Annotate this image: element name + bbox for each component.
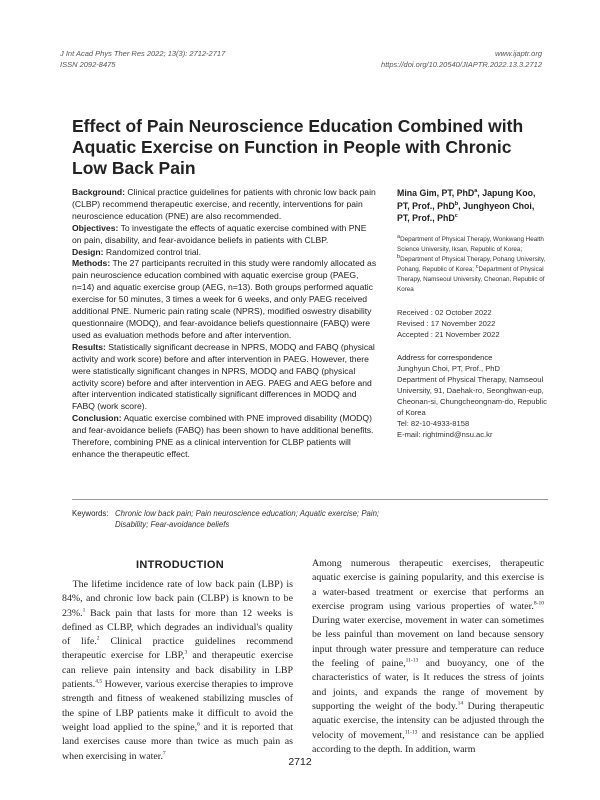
conclusion-text: Aquatic exercise combined with PNE improved disability (MODQ) and fear-avoidance beliefs (FABQ) has been shown to have additional benefits. Therefore, combining PNE as a clinical intervention for CLBP patients will enhance the therapeutic effect.	[72, 413, 374, 459]
author-1-affil: a	[474, 188, 478, 195]
citation: 14	[457, 700, 464, 707]
citation: 11-13	[404, 729, 418, 736]
abstract-methods	[72, 258, 377, 341]
abstract	[72, 187, 377, 461]
affil-c-sup: c	[475, 263, 479, 270]
conclusion-label: Conclusion:	[72, 413, 122, 424]
affiliations	[397, 235, 547, 295]
intro-text: and resistance can be applied according to the depth. In addition, warm	[312, 729, 544, 755]
author-list: Mina Gim, PT, PhD$^a$, Japung Koo, PT, Prof., PhD$^b$, Junghyeon Choi, PT, Prof., PhD$^c$	[397, 188, 536, 223]
intro-right-column	[312, 557, 544, 757]
correspondence-address: Department of Physical Therapy, Namseoul University, 91, Daehak-ro, Seonghwan-eup, Cheonan-si, Chungcheongnam-do, Republic of Korea	[397, 374, 547, 417]
design-label: Design:	[72, 246, 104, 257]
author-2: Japung Koo, PT, Prof., PhD	[397, 188, 536, 211]
intro-text: During therapeutic aquatic exercise, the intensity can be adjusted through the velocity of movement,	[312, 700, 544, 741]
article-doi[interactable]: https://doi.org/10.20540/JIAPTR.2022.13.3.2712	[381, 60, 542, 69]
journal-header-right	[381, 48, 542, 70]
correspondence-heading: Address for correspondence	[397, 352, 493, 362]
intro-text: The lifetime incidence rate of low back pain (LBP) is 84%, and chronic low back pain (CLBP) is known to be 23%.	[62, 579, 293, 619]
correspondence-tel: Tel: 82-10-4933-8158	[397, 418, 470, 428]
intro-text: Clinical practice guidelines recommend therapeutic exercise for LBP,	[62, 636, 293, 662]
journal-issn: ISSN 2092-8475	[60, 60, 116, 69]
abstract-objectives	[72, 223, 377, 247]
intro-text: and it is reported that land exercises cause more than twice as much pain as when exercising in water.	[62, 721, 293, 762]
affil-b-sup: b	[397, 253, 401, 260]
intro-text: Among numerous therapeutic exercises, therapeutic aquatic exercise is gaining popularity, and this exercise is a water-based treatment or exercise that performs an exercise program using various properties of water.	[312, 558, 544, 612]
citation: 6	[197, 721, 200, 728]
objectives-text: To investigate the effects of aquatic exercise combined with PNE on pain, disability, and fear-avoidance beliefs in patients with CLBP.	[72, 222, 367, 245]
citation: 1	[82, 607, 86, 614]
journal-citation: J Int Acad Phys Ther Res 2022; 13(3): 2712-2717	[60, 49, 226, 58]
author-sidebar	[397, 187, 547, 440]
page-number: 2712	[288, 756, 312, 768]
citation: 8-10	[533, 600, 544, 607]
author-2-affil: b	[454, 200, 459, 207]
citation: 7	[162, 750, 166, 757]
intro-text: During water exercise, movement in water can sometimes be less painful than movement on land because sensory input through water pressure and temperature can reduce the feeling of paine,	[312, 615, 544, 670]
article-dates	[397, 307, 547, 340]
background-text: Clinical practice guidelines for patients with chronic low back pain (CLBP) recommend therapeutic exercise, and recently, interventions for pain neuroscience education (PNE) are also recommended.	[72, 187, 376, 221]
revised-date: Revised : 17 November 2022	[397, 318, 496, 328]
affiliation-a: Department of Physical Therapy, Wonkwang Health Science University, Iksan, Republic of Korea;	[397, 235, 544, 253]
methods-text: The 27 participants recruited in this study were randomly allocated as pain neuroscience education combined with aquatic exercise group (PAEG, n=14) and aquatic exercise group (AEG, n=13). Both groups performed aquatic exercise for 50 minutes, 3 times a week for 6 weeks, and only PAEG received additional PNE. Numeric pain rating scale (NPRS), modified oswestry disability questionnaire (MODQ), and fear-avoidance beliefs questionnaire (FABQ) were used as evaluation methods before and after intervention.	[72, 258, 377, 340]
abstract-background	[72, 187, 377, 223]
results-text: Statistically significant decrease in NPRS, MODQ and FABQ (physical activity and work score) before and after intervention in PAEG. However, there were statistically significant changes in NPRS, MODQ and FABQ (physical activity score) before and after intervention in AEG. PAEG and AEG before and after intervention indicated statistically significant differences in MODQ and FABQ (work score).	[72, 341, 375, 412]
intro-text: and buoyancy, one of the characteristics of water, is It reduces the stress of joints and joints, and expands the range of movement by supporting the weight of the body.	[312, 658, 545, 712]
methods-label: Methods:	[72, 258, 111, 269]
keywords-text: Chronic low back pain; Pain neuroscience education; Aquatic exercise; Pain; Disability; Fear-avoidance beliefs	[115, 509, 380, 529]
keywords-label: Keywords:	[72, 509, 109, 518]
received-date: Received : 02 October 2022	[397, 307, 492, 317]
author-1: Mina Gim, PT, PhD	[397, 188, 475, 198]
intro-text: and therapeutic exercise can relieve pain intensity and back disability in LBP patients.	[62, 650, 293, 691]
objectives-label: Objectives:	[72, 222, 119, 233]
abstract-divider	[72, 499, 548, 500]
affiliation-c: Department of Physical Therapy, Namseoul University, Cheonan, Republic of Korea	[397, 265, 545, 293]
abstract-design	[72, 247, 377, 259]
intro-text: Back pain that lasts for more than 12 weeks is defined as CLBP, which degrades an individual's quality of life.	[62, 607, 293, 648]
intro-text: However, various exercise therapies to improve strength and fitness of weakened stabilizing muscles of the spine of LBP patients make it difficult to avoid the weight load applied to the spine,	[62, 679, 293, 733]
correspondence-name: Junghyun Choi, PT, Prof., PhD	[397, 363, 500, 373]
design-text: Randomized control trial.	[105, 246, 201, 257]
citation: 3	[184, 650, 188, 657]
results-label: Results:	[72, 341, 106, 352]
journal-website[interactable]: www.ijaptr.org	[495, 49, 542, 58]
accepted-date: Accepted : 21 November 2022	[397, 329, 500, 339]
journal-header-left	[60, 48, 225, 70]
correspondence-email[interactable]: E-mail: rightmind@nsu.ac.kr	[397, 429, 493, 439]
author-3: Junghyeon Choi, PT, Prof., PhD	[397, 200, 535, 223]
correspondence	[397, 363, 547, 440]
intro-left-column	[62, 578, 293, 764]
affil-a-sup: a	[397, 233, 401, 240]
article-title: Effect of Pain Neuroscience Education Combined with Aquatic Exercise on Function in People with Chronic Low Back Pain	[72, 116, 524, 178]
citation: 4,5	[95, 678, 103, 685]
abstract-conclusion	[72, 413, 377, 461]
author-3-affil: c	[454, 213, 458, 220]
affiliation-b: Department of Physical Therapy, Pohang University, Pohang, Republic of Korea;	[397, 255, 546, 273]
citation: 2	[96, 635, 100, 642]
section-heading-introduction: INTRODUCTION	[136, 559, 224, 571]
citation: 11-13	[405, 657, 419, 664]
background-label: Background:	[72, 187, 125, 197]
abstract-results	[72, 342, 377, 413]
